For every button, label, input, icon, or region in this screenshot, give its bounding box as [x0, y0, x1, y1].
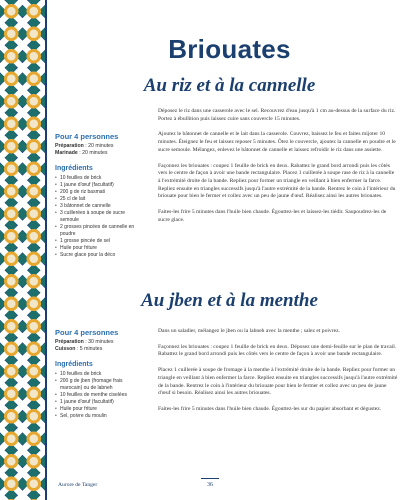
recipe-2-ingredients-list — [55, 371, 143, 420]
recipe-2-servings: Pour 4 personnes — [55, 328, 119, 337]
instruction-step: Façonnez les briouates : coupez 1 feuille de brick en deux. Rabattez le grand bord arrondi puis les côtés vers le centre de façon à avoir une bande rectangulaire. Placez 1 cuillerée à soupe rase de riz à la cannelle à l'extrémité droite de la bande. Repliez pour former un triangle en veillant à bien enfermer la farce. Repliez ensuite en triangles successifs jusqu'à l'autre extrémité de la bande. Rentrez le coin à l'intérieur du briouate pour bien le fermer et collez avec un peu de jaune d'œuf. Réalisez ainsi les autres briouates. — [158, 162, 396, 200]
ingredient-item: • 25 cl de lait — [55, 196, 143, 203]
ingredient-item: • Huile pour friture — [55, 406, 143, 413]
instruction-step: Faites-les frire 5 minutes dans l'huile bien chaude. Égouttez-les sur du papier absorbant et dégustez. — [158, 405, 382, 412]
ingredient-item: • 1 jaune d'œuf (facultatif) — [55, 399, 143, 406]
ingredient-item: • 1 grosse pincée de sel — [55, 238, 143, 245]
page-number: 36 — [207, 482, 213, 488]
decorative-tile-border — [0, 0, 45, 500]
recipe-1-marinade-time: Marinade : 20 minutes — [55, 150, 108, 156]
recipe-1-ingredients-heading: Ingrédients — [55, 165, 93, 172]
footer-divider — [201, 478, 219, 479]
ingredient-item: • Sel, poivre du moulin — [55, 413, 143, 420]
recipe-2-ingredients-heading: Ingrédients — [55, 361, 93, 368]
recipe-1-ingredients-list — [55, 175, 143, 259]
recipe-2-prep-time: Préparation : 30 minutes — [55, 339, 114, 345]
instruction-step: Déposez le riz dans une casserole avec le sel. Recouvrez d'eau jusqu'à 1 cm au-dessus de la surface du riz. Portez à ébullition puis laissez cuire sans couvercle 15 minutes. — [158, 108, 396, 122]
instruction-step: Faites-les frire 5 minutes dans l'huile bien chaude. Égouttez-les et laissez-les tiédir. Saupoudrez-les de sucre glace. — [158, 209, 387, 223]
recipe-2-instructions — [158, 328, 398, 422]
recipe-2-sidebar — [55, 328, 143, 420]
ingredient-item: • 2 grosses pincées de cannelle en poudre — [55, 224, 143, 238]
instruction-step: Façonnez les briouates : coupez 1 feuille de brick en deux. Déposez une demi-feuille sur le plan de travail. Rabattez le grand bord arrondi puis les côtés vers le centre de façon à avoir une bande rectangulaire. — [158, 343, 397, 358]
instruction-step: Placez 1 cuillerée à soupe de fromage à la menthe à l'extrémité droite de la bande. Repliez pour former un triangle en veillant à bien enfermer la farce. Repliez ensuite en triangles successifs jusqu'à l'autre extrémité de la bande. Rentrez le coin à l'intérieur du briouate pour bien le fermer et collez avec un peu de jaune d'œuf si besoin. Réalisez ainsi les autres briouates. — [158, 367, 398, 397]
recipe-1-subtitle: Au riz et à la cannelle — [143, 75, 316, 96]
ingredient-item: • 200 g de riz basmati — [55, 189, 143, 196]
recipe-2-cook-time: Cuisson : 5 minutes — [55, 346, 103, 352]
recipe-2-subtitle: Au jben et à la menthe — [141, 290, 318, 311]
ingredient-item: • 200 g de jben (fromage frais marocain) ou de labneh — [55, 378, 143, 392]
instruction-step: Ajoutez le bâtonnet de cannelle et le lait dans la casserole. Couvrez, baissez le feu et faites mijoter 10 minutes. Éteignez le feu et laissez reposer 5 minutes. Ôtez le couvercle, ajoutez la cannelle en poudre et le sucre semoule. Mélangez, enlevez le bâtonnet de cannelle et laissez refroidir le riz dans une assiette. — [158, 131, 396, 153]
ingredient-item: • Huile pour friture — [55, 245, 143, 252]
ingredient-item: • 1 jaune d'œuf (facultatif) — [55, 182, 143, 189]
footer-author: Aurore de Tanger — [58, 482, 98, 488]
page-title: Briouates — [168, 34, 291, 64]
ingredient-item: • 10 feuilles de brick — [55, 175, 143, 182]
ingredient-item: • 10 feuilles de menthe ciselées — [55, 392, 143, 399]
recipe-1-servings: Pour 4 personnes — [55, 132, 119, 141]
ingredient-item: • 3 bâtonnet de cannelle — [55, 203, 143, 210]
ingredient-item: • 10 feuilles de brick — [55, 371, 143, 378]
recipe-1-prep-time: Préparation : 20 minutes — [55, 143, 114, 149]
instruction-step: Dans un saladier, mélangez le jben ou la labneh avec la menthe ; salez et poivrez. — [158, 328, 340, 334]
ingredient-item: • Sucre glace pour la déco — [55, 252, 143, 259]
ingredient-item: • 3 cuillerées à soupe de sucre semoule — [55, 210, 143, 224]
recipe-1-sidebar — [55, 132, 143, 259]
recipe-1-instructions — [158, 108, 398, 232]
